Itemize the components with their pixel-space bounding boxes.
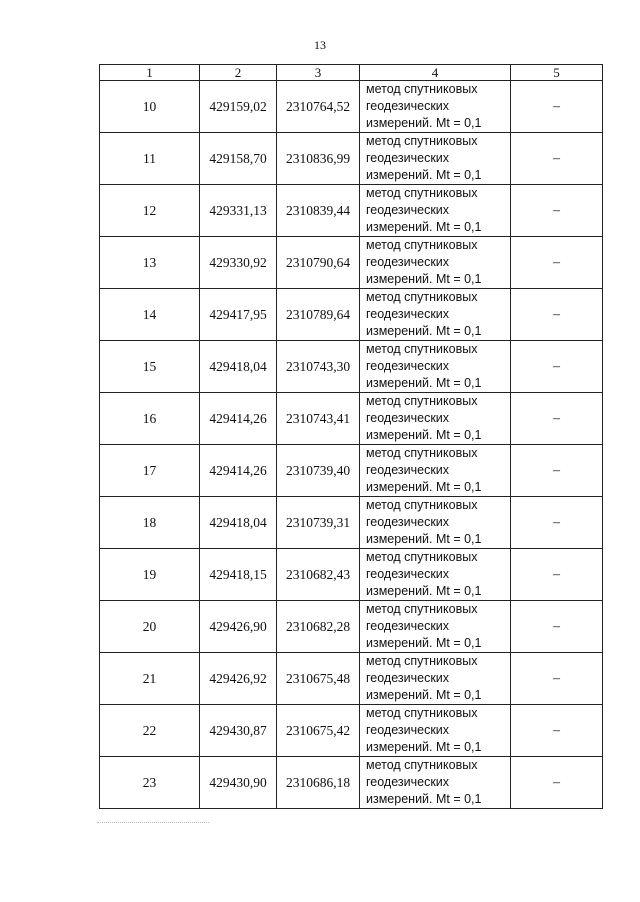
- table-row: [100, 497, 603, 549]
- y-coordinate-cell: 2310790,64: [277, 237, 360, 289]
- table-header-row: [100, 65, 603, 81]
- x-coordinate-cell: 429331,13: [200, 185, 277, 237]
- x-coordinate-cell: 429426,92: [200, 653, 277, 705]
- x-coordinate-cell: 429159,02: [200, 81, 277, 133]
- y-coordinate-cell: 2310739,31: [277, 497, 360, 549]
- table-row: [100, 757, 603, 809]
- method-cell: метод спутниковых геодезических измерений. Mt = 0,1: [360, 757, 511, 809]
- method-cell: метод спутниковых геодезических измерений. Mt = 0,1: [360, 289, 511, 341]
- note-cell: –: [511, 549, 603, 601]
- point-number-cell: 18: [100, 497, 200, 549]
- x-coordinate-cell: 429418,04: [200, 497, 277, 549]
- method-cell: метод спутниковых геодезических измерений. Mt = 0,1: [360, 601, 511, 653]
- note-cell: –: [511, 185, 603, 237]
- y-coordinate-cell: 2310764,52: [277, 81, 360, 133]
- method-cell: метод спутниковых геодезических измерений. Mt = 0,1: [360, 133, 511, 185]
- note-cell: –: [511, 601, 603, 653]
- method-cell: метод спутниковых геодезических измерений. Mt = 0,1: [360, 237, 511, 289]
- point-number-cell: 13: [100, 237, 200, 289]
- x-coordinate-cell: 429414,26: [200, 393, 277, 445]
- table-row: [100, 705, 603, 757]
- x-coordinate-cell: 429330,92: [200, 237, 277, 289]
- method-cell: метод спутниковых геодезических измерений. Mt = 0,1: [360, 549, 511, 601]
- point-number-cell: 22: [100, 705, 200, 757]
- note-cell: –: [511, 81, 603, 133]
- y-coordinate-cell: 2310682,43: [277, 549, 360, 601]
- x-coordinate-cell: 429418,15: [200, 549, 277, 601]
- note-cell: –: [511, 445, 603, 497]
- table-row: [100, 653, 603, 705]
- table-body: [100, 81, 603, 809]
- table-row: [100, 549, 603, 601]
- note-cell: –: [511, 705, 603, 757]
- x-coordinate-cell: 429430,90: [200, 757, 277, 809]
- note-cell: –: [511, 341, 603, 393]
- table-row: [100, 289, 603, 341]
- y-coordinate-cell: 2310789,64: [277, 289, 360, 341]
- x-coordinate-cell: 429426,90: [200, 601, 277, 653]
- point-number-cell: 10: [100, 81, 200, 133]
- point-number-cell: 15: [100, 341, 200, 393]
- note-cell: –: [511, 237, 603, 289]
- y-coordinate-cell: 2310686,18: [277, 757, 360, 809]
- table-row: [100, 601, 603, 653]
- note-cell: –: [511, 393, 603, 445]
- table-row: [100, 445, 603, 497]
- table-row: [100, 393, 603, 445]
- y-coordinate-cell: 2310739,40: [277, 445, 360, 497]
- table-row: [100, 237, 603, 289]
- note-cell: –: [511, 653, 603, 705]
- column-header-4: 4: [360, 65, 511, 81]
- coordinates-table: [99, 64, 603, 809]
- table-row: [100, 185, 603, 237]
- method-cell: метод спутниковых геодезических измерений. Mt = 0,1: [360, 185, 511, 237]
- x-coordinate-cell: 429414,26: [200, 445, 277, 497]
- y-coordinate-cell: 2310839,44: [277, 185, 360, 237]
- page-number: 13: [314, 38, 326, 52]
- method-cell: метод спутниковых геодезических измерений. Mt = 0,1: [360, 81, 511, 133]
- table-row: [100, 81, 603, 133]
- point-number-cell: 19: [100, 549, 200, 601]
- y-coordinate-cell: 2310682,28: [277, 601, 360, 653]
- column-header-3: 3: [277, 65, 360, 81]
- point-number-cell: 23: [100, 757, 200, 809]
- column-header-2: 2: [200, 65, 277, 81]
- note-cell: –: [511, 133, 603, 185]
- y-coordinate-cell: 2310675,48: [277, 653, 360, 705]
- method-cell: метод спутниковых геодезических измерений. Mt = 0,1: [360, 705, 511, 757]
- point-number-cell: 14: [100, 289, 200, 341]
- point-number-cell: 17: [100, 445, 200, 497]
- column-header-1: 1: [100, 65, 200, 81]
- method-cell: метод спутниковых геодезических измерений. Mt = 0,1: [360, 653, 511, 705]
- y-coordinate-cell: 2310675,42: [277, 705, 360, 757]
- scan-artifact-line: [97, 822, 209, 824]
- y-coordinate-cell: 2310743,41: [277, 393, 360, 445]
- table-row: [100, 341, 603, 393]
- point-number-cell: 21: [100, 653, 200, 705]
- x-coordinate-cell: 429158,70: [200, 133, 277, 185]
- y-coordinate-cell: 2310743,30: [277, 341, 360, 393]
- y-coordinate-cell: 2310836,99: [277, 133, 360, 185]
- x-coordinate-cell: 429430,87: [200, 705, 277, 757]
- note-cell: –: [511, 289, 603, 341]
- method-cell: метод спутниковых геодезических измерений. Mt = 0,1: [360, 341, 511, 393]
- column-header-5: 5: [511, 65, 603, 81]
- x-coordinate-cell: 429418,04: [200, 341, 277, 393]
- method-cell: метод спутниковых геодезических измерений. Mt = 0,1: [360, 445, 511, 497]
- point-number-cell: 12: [100, 185, 200, 237]
- point-number-cell: 20: [100, 601, 200, 653]
- x-coordinate-cell: 429417,95: [200, 289, 277, 341]
- method-cell: метод спутниковых геодезических измерений. Mt = 0,1: [360, 393, 511, 445]
- point-number-cell: 11: [100, 133, 200, 185]
- note-cell: –: [511, 497, 603, 549]
- method-cell: метод спутниковых геодезических измерений. Mt = 0,1: [360, 497, 511, 549]
- point-number-cell: 16: [100, 393, 200, 445]
- table-row: [100, 133, 603, 185]
- note-cell: –: [511, 757, 603, 809]
